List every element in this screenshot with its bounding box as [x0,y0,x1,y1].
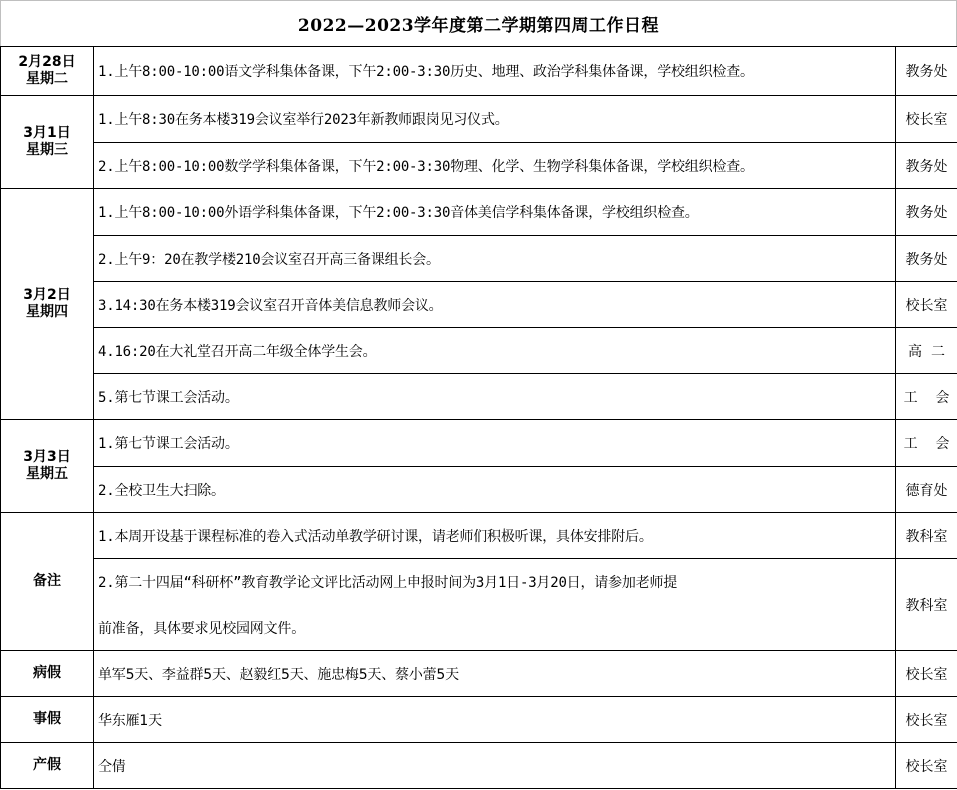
weekday-label: 星期四 [26,304,68,320]
department-cell: 德育处 [896,467,957,513]
schedule-item: 3.14:30在务本楼319会议室召开音体美信息教师会议。 [94,282,896,328]
schedule-table [0,46,957,789]
weekday-label: 星期二 [26,71,68,87]
leave-type-cell: 事假 [1,697,94,743]
department-cell: 教科室 [896,513,957,559]
notes-label-cell [1,513,94,651]
table-row [1,697,957,743]
note-line: 2.第二十四届“科研杯”教育教学论文评比活动网上申报时间为3月1日-3月20日，请参加老师提 [98,575,678,591]
department-cell: 教科室 [896,559,957,651]
schedule-item: 5.第七节课工会活动。 [94,374,896,420]
table-row [1,743,957,789]
schedule-item: 4.16:20在大礼堂召开高二年级全体学生会。 [94,328,896,374]
weekday-label: 星期五 [26,466,68,482]
date-label: 3月2日 [23,287,71,303]
table-row [1,420,957,467]
page-title: 2022—2023学年度第二学期第四周工作日程 [0,0,957,46]
department-cell: 校长室 [896,651,957,697]
note-item: 1.本周开设基于课程标准的卷入式活动单教学研讨课，请老师们积极听课，具体安排附后。 [94,513,896,559]
date-cell [1,189,94,420]
table-row [1,651,957,697]
table-row [1,282,957,328]
notes-label: 备注 [33,573,61,589]
department-cell: 工 会 [896,420,957,467]
table-row [1,559,957,651]
date-label: 3月1日 [23,125,71,141]
date-label: 2月28日 [18,54,76,70]
schedule-item: 1.上午8:30在务本楼319会议室举行2023年新教师跟岗见习仪式。 [94,96,896,143]
department-cell: 教务处 [896,47,957,96]
date-cell [1,96,94,189]
table-row [1,467,957,513]
department-cell: 校长室 [896,743,957,789]
table-row [1,96,957,143]
department-cell: 高 二 [896,328,957,374]
schedule-item: 1.第七节课工会活动。 [94,420,896,467]
table-row [1,328,957,374]
leave-type-cell: 病假 [1,651,94,697]
schedule-item: 1.上午8:00-10:00语文学科集体备课，下午2:00-3:30历史、地理、政治学科集体备课，学校组织检查。 [94,47,896,96]
leave-type-cell: 产假 [1,743,94,789]
date-cell [1,420,94,513]
department-cell: 教务处 [896,189,957,236]
note-item [94,559,896,651]
schedule-item: 2.全校卫生大扫除。 [94,467,896,513]
note-line: 前准备，具体要求见校园网文件。 [98,621,305,637]
leave-names: 华东雁1天 [94,697,896,743]
department-cell: 教务处 [896,236,957,282]
department-cell: 校长室 [896,697,957,743]
table-row [1,236,957,282]
department-cell: 教务处 [896,143,957,189]
leave-names: 单军5天、李益群5天、赵毅红5天、施忠梅5天、蔡小蕾5天 [94,651,896,697]
schedule-item: 2.上午9：20在教学楼210会议室召开高三备课组长会。 [94,236,896,282]
table-row [1,47,957,96]
table-row [1,513,957,559]
department-cell: 校长室 [896,96,957,143]
table-row [1,189,957,236]
department-cell: 校长室 [896,282,957,328]
schedule-item: 1.上午8:00-10:00外语学科集体备课，下午2:00-3:30音体美信学科集体备课，学校组织检查。 [94,189,896,236]
date-cell [1,47,94,96]
leave-names: 仝倩 [94,743,896,789]
department-cell: 工 会 [896,374,957,420]
table-row [1,374,957,420]
table-row [1,143,957,189]
weekday-label: 星期三 [26,142,68,158]
schedule-item: 2.上午8:00-10:00数学学科集体备课，下午2:00-3:30物理、化学、生物学科集体备课，学校组织检查。 [94,143,896,189]
date-label: 3月3日 [23,449,71,465]
